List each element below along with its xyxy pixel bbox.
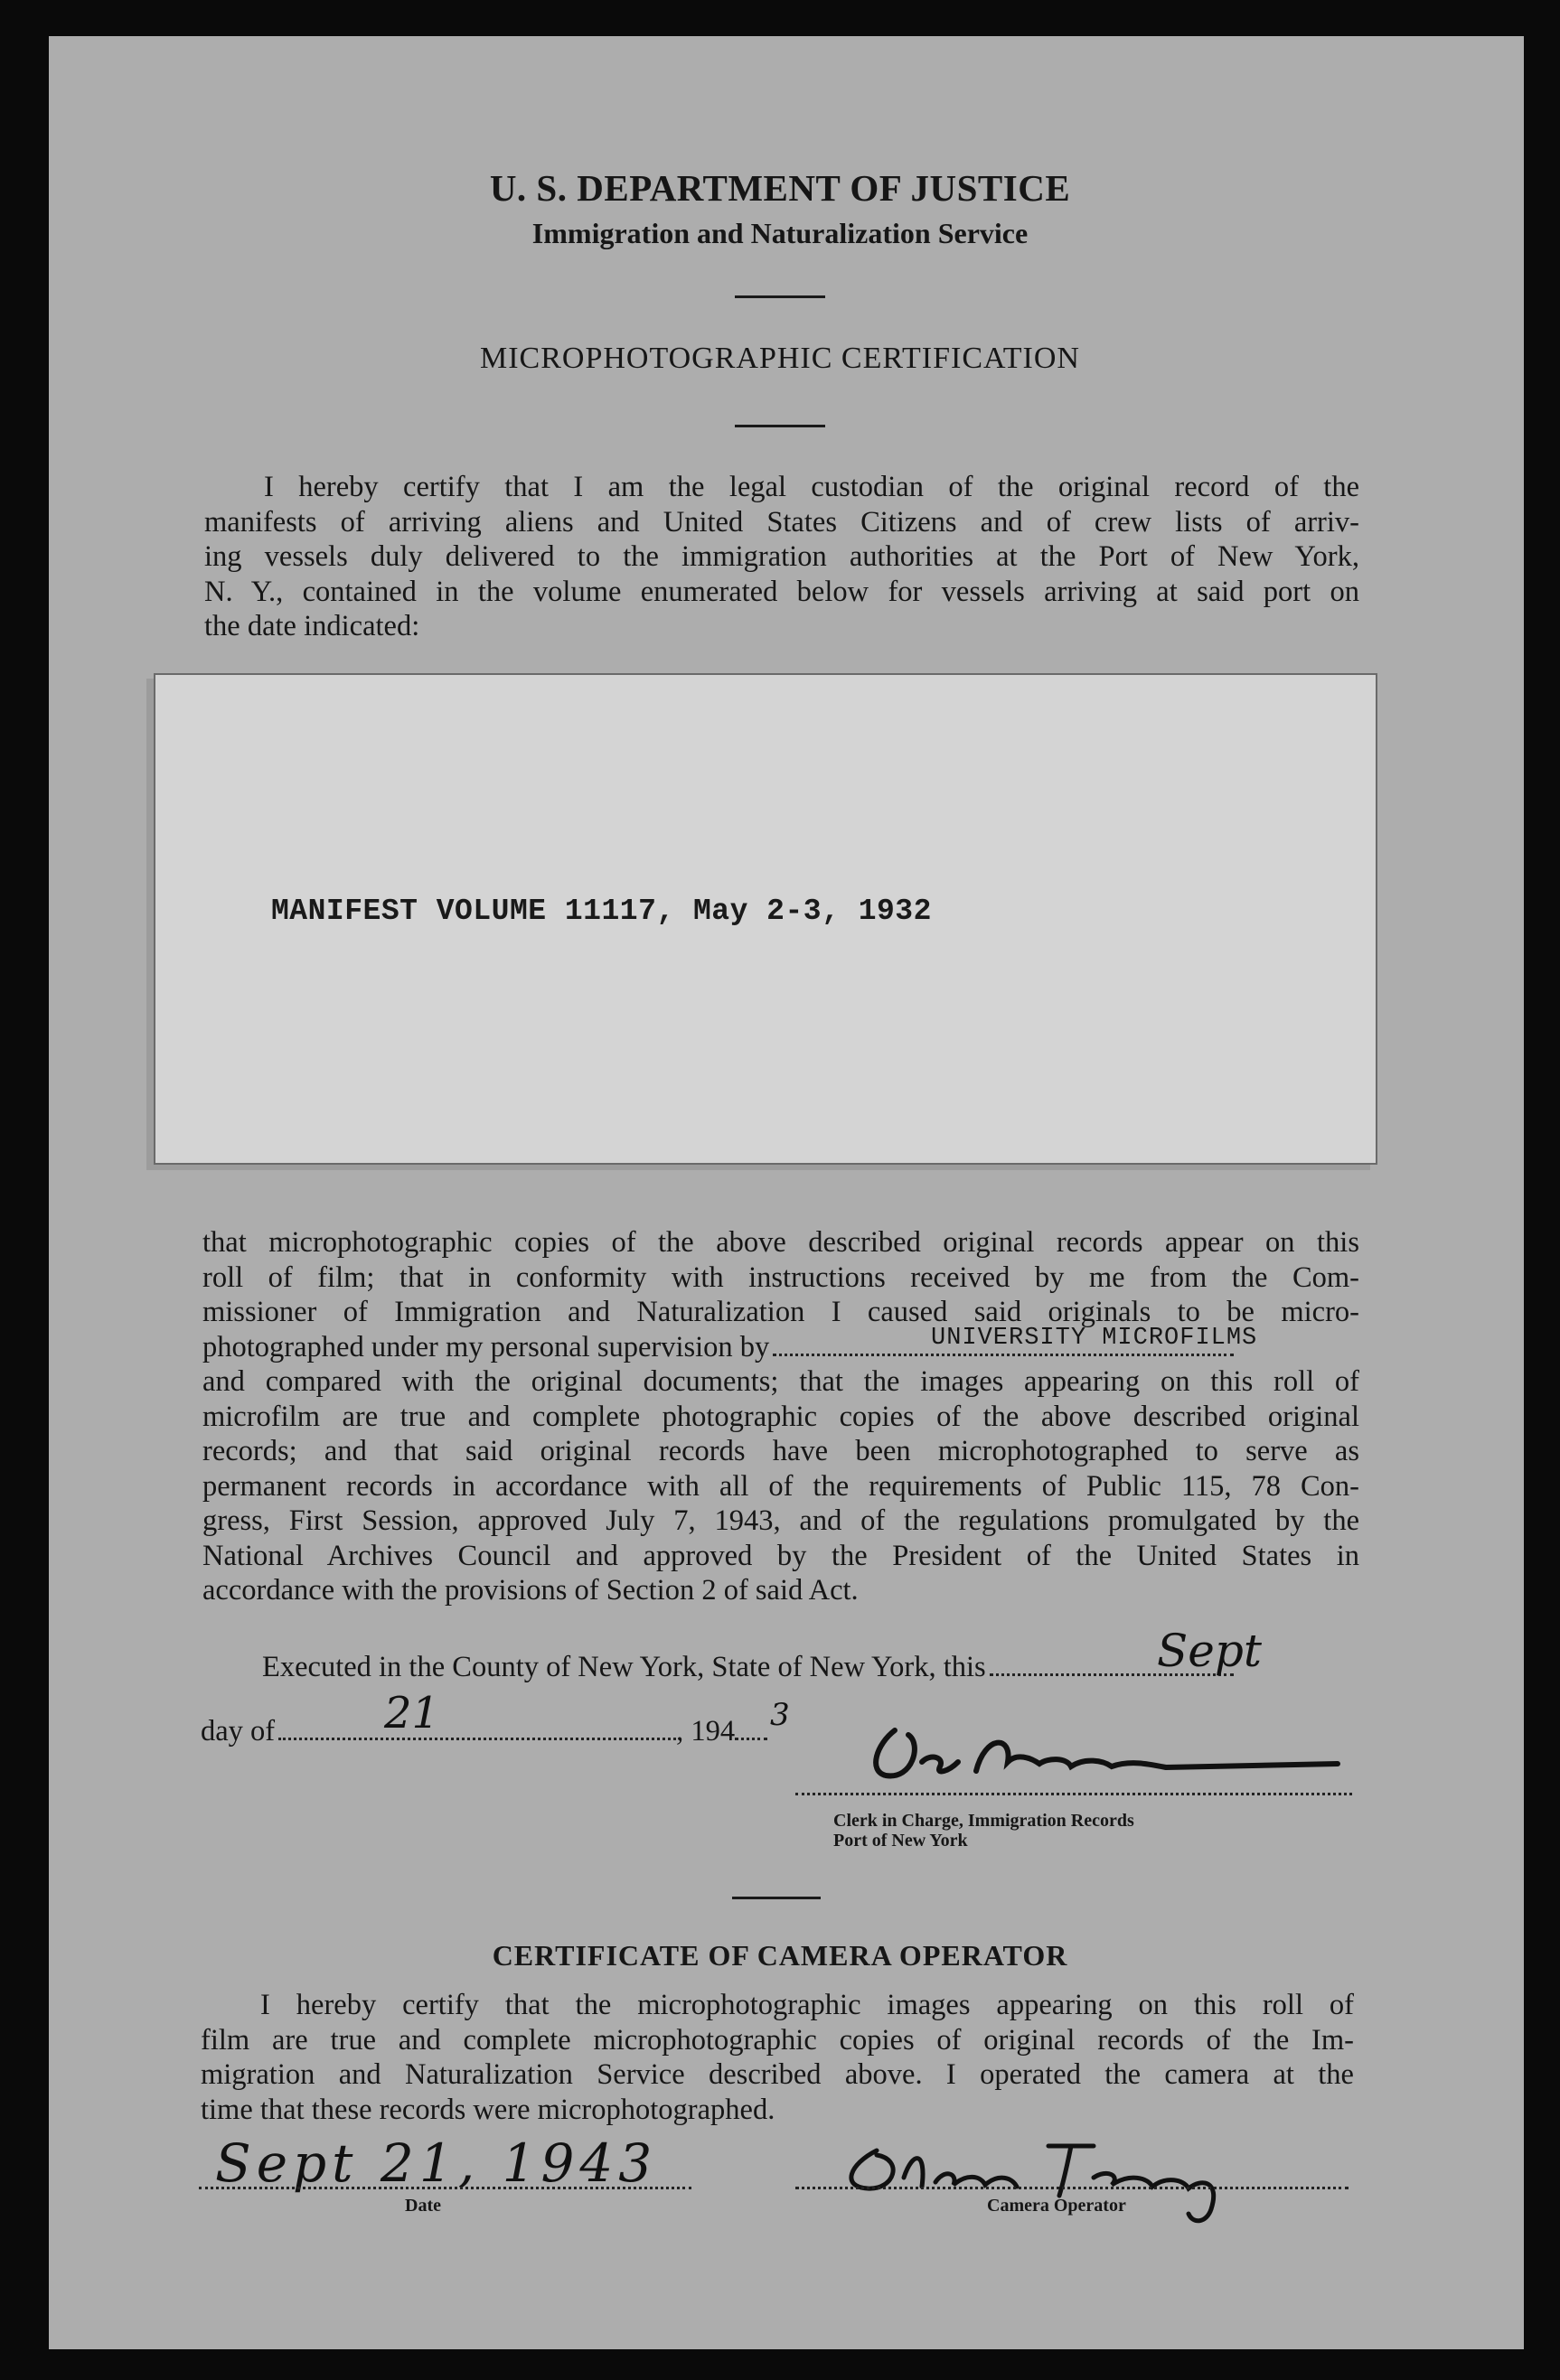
camera-line: I hereby certify that the microphotographic images appearing on this roll of xyxy=(260,1989,1354,2021)
executed-line xyxy=(262,1650,1234,1685)
intro-line: I hereby certify that I am the legal custodian of the original record of the xyxy=(264,471,1359,503)
camera-operator-signature xyxy=(822,2123,1292,2232)
date-handwritten: Sept 21, 1943 xyxy=(215,2132,658,2194)
header-divider-top xyxy=(735,295,825,298)
date-label: Date xyxy=(405,2196,441,2216)
body-paragraph xyxy=(202,1225,1359,1608)
day-of-line xyxy=(201,1714,767,1749)
body-line: missioner of Immigration and Naturalization I caused said originals to be micro- xyxy=(202,1296,1359,1328)
section-divider xyxy=(732,1897,821,1899)
intro-line: N. Y., contained in the volume enumerated below for vessels arriving at said port on xyxy=(204,575,1359,608)
manifest-volume-label: MANIFEST VOLUME 11117, May 2-3, 1932 xyxy=(271,895,932,928)
body-line: and compared with the original documents; that the images appearing on this roll of xyxy=(202,1365,1359,1398)
camera-line: migration and Naturalization Service described above. I operated the camera at the xyxy=(201,2058,1354,2091)
year-prefix: , 194 xyxy=(676,1715,736,1748)
agency-title: U. S. DEPARTMENT OF JUSTICE xyxy=(489,167,1071,209)
camera-paragraph xyxy=(201,1988,1354,2127)
service-subtitle: Immigration and Naturalization Service xyxy=(531,217,1029,249)
intro-line: the date indicated: xyxy=(204,610,420,642)
body-line: microfilm are true and complete photographic copies of the above described original xyxy=(202,1400,1359,1433)
body-line: roll of film; that in conformity with instructions received by me from the Com- xyxy=(202,1260,1359,1294)
certification-title: MICROPHOTOGRAPHIC CERTIFICATION xyxy=(479,342,1080,375)
month-handwritten: Sept xyxy=(1157,1625,1262,1677)
executed-text: Executed in the County of New York, State of New York, this xyxy=(262,1651,986,1683)
clerk-signature-line xyxy=(795,1793,1352,1795)
clerk-title: Clerk in Charge, Immigration Records xyxy=(833,1811,1134,1831)
intro-line: manifests of arriving aliens and United States Citizens and of crew lists of arriv- xyxy=(204,505,1359,539)
clerk-port: Port of New York xyxy=(833,1831,968,1851)
body-line: National Archives Council and approved by the President of the United States in xyxy=(202,1539,1359,1572)
camera-heading: CERTIFICATE OF CAMERA OPERATOR xyxy=(492,1939,1068,1972)
supervisor-typed-name: UNIVERSITY MICROFILMS xyxy=(931,1325,1258,1352)
body-line: records; and that said original records have been microphotographed to serve as xyxy=(202,1435,1359,1467)
body-line: accordance with the provisions of Section 2 of said Act. xyxy=(202,1574,859,1607)
day-handwritten: 21 xyxy=(384,1688,440,1738)
year-handwritten: 3 xyxy=(770,1697,790,1733)
camera-line: time that these records were microphotographed. xyxy=(201,2093,775,2126)
body-line: permanent records in accordance with all of the requirements of Public 115, 78 Con- xyxy=(202,1469,1359,1503)
clerk-signature xyxy=(859,1708,1347,1789)
camera-operator-line xyxy=(795,2187,1349,2189)
day-fill-line xyxy=(278,1730,676,1740)
intro-line: ing vessels duly delivered to the immigration authorities at the Port of New York, xyxy=(204,540,1359,573)
day-of-label: day of xyxy=(201,1715,276,1748)
camera-operator-label: Camera Operator xyxy=(987,2196,1126,2216)
camera-line: film are true and complete microphotographic copies of original records of the Im- xyxy=(201,2023,1354,2057)
body-line: that microphotographic copies of the above described original records appear on this xyxy=(202,1226,1359,1259)
body-line: gress, First Session, approved July 7, 1943, and of the regulations promulgated by the xyxy=(202,1504,1359,1537)
year-fill-line xyxy=(735,1730,767,1740)
supervision-text: photographed under my personal supervision by xyxy=(202,1330,770,1363)
header-divider-bottom xyxy=(735,425,825,427)
intro-paragraph xyxy=(204,470,1359,644)
date-line xyxy=(199,2187,691,2189)
